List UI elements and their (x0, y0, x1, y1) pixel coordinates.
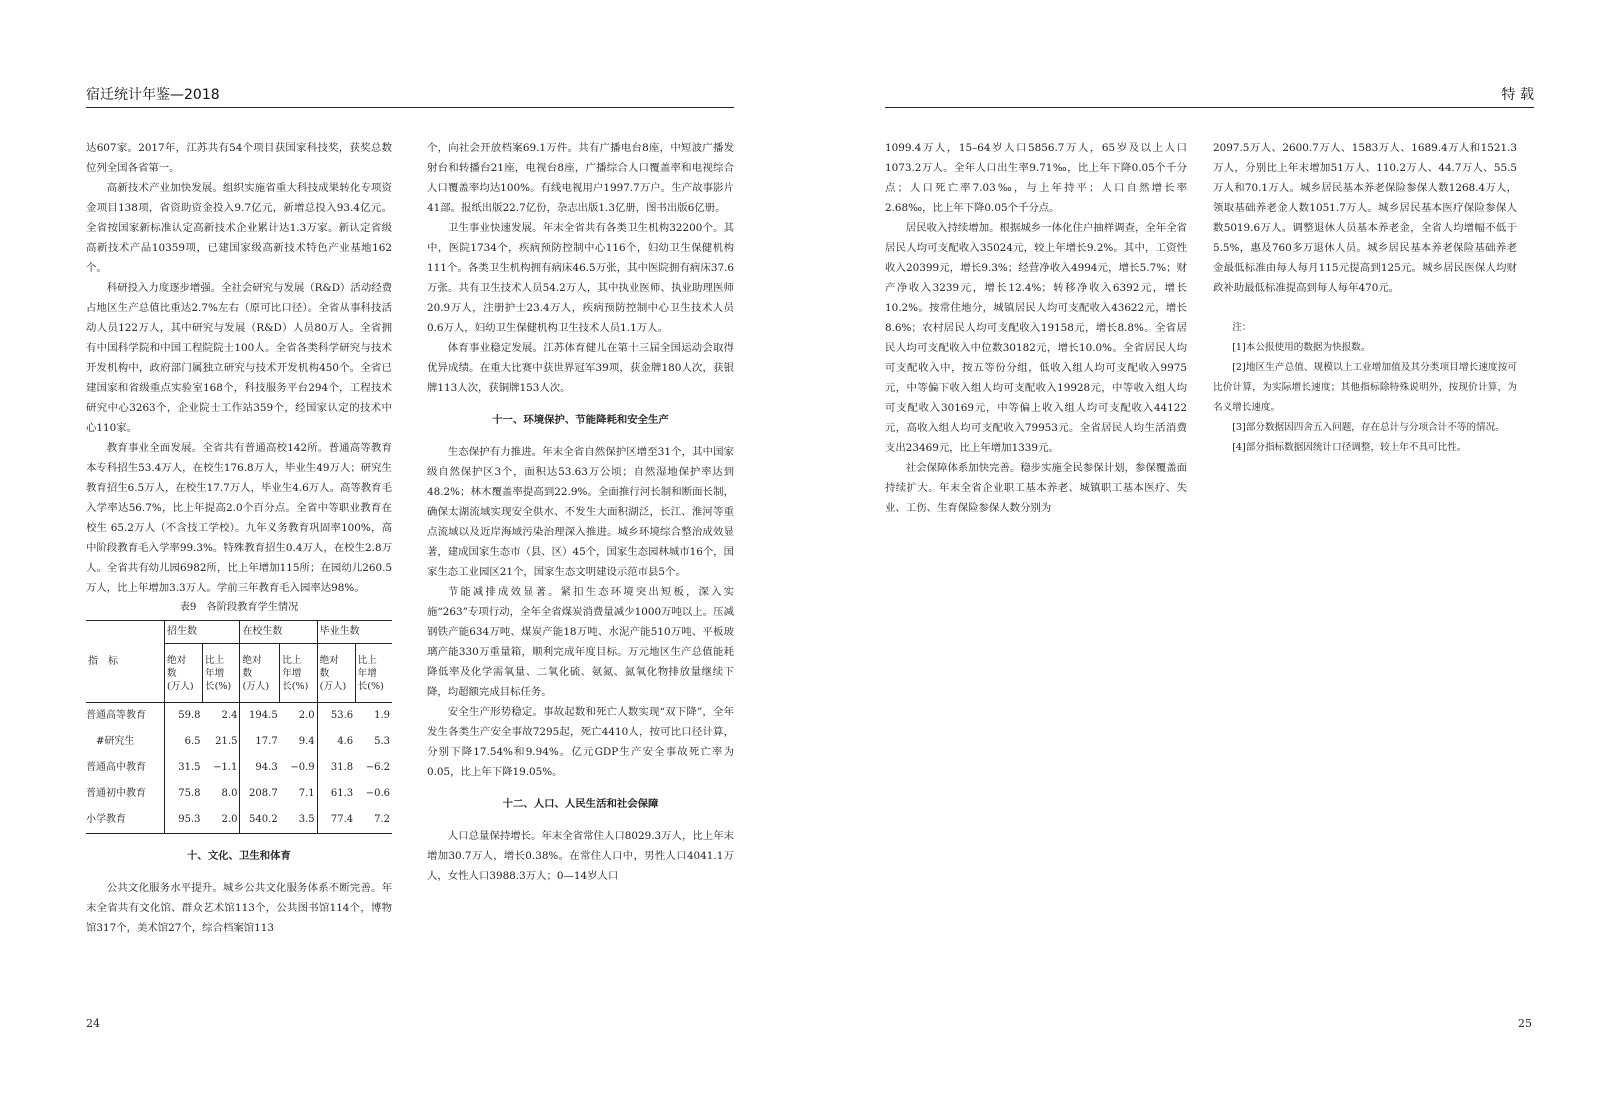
table-cell: 1.9 (374, 710, 390, 721)
table-cell: 208.7 (240, 781, 280, 807)
subheader-line: 绝对 (167, 654, 187, 666)
subheader-absolute (240, 644, 280, 703)
left-column-1 (86, 138, 392, 938)
page-number-right: 25 (1518, 1017, 1532, 1030)
subheader-line: 比上 (357, 654, 377, 666)
table-cell: 2.4 (221, 710, 238, 721)
group-header-enrollment: 招生数 (165, 621, 240, 644)
subheader-growth (355, 644, 392, 703)
table-cell: 94.3 (240, 755, 280, 781)
note-item: [4]部分指标数据因统计口径调整，较上年不具可比性。 (1232, 442, 1467, 453)
page-number-left: 24 (86, 1017, 100, 1030)
table-cell: 21.5 (215, 736, 238, 747)
subheader-line: 长(%) (205, 680, 232, 692)
subheader-absolute (317, 644, 355, 703)
paragraph: 生态保护有力推进。年末全省自然保护区增至31个，其中国家级自然保护区3个，面积达53.63万公顷；自然湿地保护率达到48.2%；林木覆盖率提高到22.9%。全面推行河长制和断面长制，确保太湖流域实现安全供水、不发生大面积湖泛，长江、淮河等重点流域以及近岸海域污染治理深入推进。城乡环境综合整治成效显著，建成国家生态市（县、区）45个，国家生态园林城市16个，国家生态工业园区21个，国家生态文明建设示范市县5个。 (427, 446, 734, 578)
subheader-line: (万人) (242, 680, 270, 692)
table-row (86, 781, 392, 807)
table-cell: 75.8 (165, 781, 203, 807)
subheader-line: (万人) (319, 680, 347, 692)
subheader-line: 年增 (357, 667, 377, 679)
subheader-absolute (165, 644, 203, 703)
paragraph: 人口总量保持增长。年末全省常住人口8029.3万人，比上年末增加30.7万人，增长0.38%。在常住人口中，男性人口4041.1万人，女性人口3988.3万人；0—14岁人口 (427, 830, 734, 882)
paragraph: 安全生产形势稳定。事故起数和死亡人数实现“双下降”，全年发生各类生产安全事故7295起，死亡4410人，按可比口径计算，分别下降17.54%和9.94%。亿元GDP生产安全事故死亡率为0.05，比上年下降19.05%。 (427, 706, 734, 778)
subheader-line: 比上 (282, 654, 302, 666)
indicator-header: 指 标 (86, 621, 165, 703)
table-cell: 3.5 (280, 807, 317, 834)
running-header-left: 宿迁统计年鉴—2018 (86, 84, 734, 108)
paragraph: 教育事业全面发展。全省共有普通高校142所。普通高等教育本专科招生53.4万人，在校生176.8万人，毕业生49万人；研究生教育招生6.5万人，在校生17.7万人，毕业生4.6万人。高等教育毛入学率达56.7%，比上年提高2.0个百分点。全省中等职业教育在校生 65.2万人（不含技工学校）。九年义务教育巩固率100%，高中阶段教育毛入学率99.3%。特殊教育招生0.4万人，在校生2.8万人。全省共有幼儿园6982所，比上年增加115所；在园幼儿260.5万人，比上年增加3.3万人。学前三年教育毛入园率达98%。 (86, 442, 392, 594)
subheader-line: 绝对 (242, 654, 262, 666)
table-cell: 61.3 (317, 781, 355, 807)
table-cell: 31.8 (317, 755, 355, 781)
subheader-line: 长(%) (282, 680, 309, 692)
table-row (86, 755, 392, 781)
table-cell: 2.0 (298, 710, 315, 721)
education-table (86, 620, 392, 834)
paragraph: 居民收入持续增加。根据城乡一体化住户抽样调查，全年全省居民人均可支配收入35024元，较上年增长9.2%。其中，工资性收入20399元，增长9.3%；经营净收入4994元，增长5.7%；财产净收入3239元，增长12.4%；转移净收入6392元，增长10.2%。按常住地分，城镇居民人均可支配收入43622元，增长8.6%；农村居民人均可支配收入19158元，增长8.8%。全省居民人均可支配收入中位数30182元，增长10.0%。全省居民人均可支配收入中，按五等份分组，低收入组人均可支配收入9975元，中等偏下收入组人均可支配收入19928元，中等收入组人均可支配收入30169元，中等偏上收入组人均可支配收入44122元，高收入组人均可支配收入79953元。全省居民人均生活消费支出23469元，比上年增加1339元。 (885, 222, 1187, 454)
table-cell: 53.6 (317, 703, 355, 730)
subheader-growth (203, 644, 240, 703)
row-label: 小学教育 (86, 807, 165, 834)
section-heading-10: 十、文化、卫生和体育 (187, 850, 291, 862)
table-row (86, 703, 392, 730)
paragraph: 科研投入力度逐步增强。全社会研究与发展（R&D）活动经费占地区生产总值比重达2.7%左右（原可比口径）。全省从事科技活动人员122万人，其中研究与发展（R&D）人员80万人。全省拥有中国科学院和中国工程院院士100人。全省各类科学研究与技术开发机构中，政府部门属独立研究与技术开发机构450个。全省已建国家和省级重点实验室168个，科技服务平台294个，工程技术研究中心3263个，企业院士工作站359个，经国家认定的技术中心110家。 (86, 282, 392, 434)
paragraph: 1099.4万人，15–64岁人口5856.7万人，65岁及以上人口1073.2万人。全年人口出生率9.71‰，比上年下降0.05个千分点；人口死亡率7.03‰，与上年持平；人口自然增长率2.68‰，比上年下降0.05个千分点。 (885, 142, 1187, 214)
subheader-line: 年增 (282, 667, 302, 679)
right-column-2 (1213, 138, 1517, 458)
section-heading-11: 十一、环境保护、节能降耗和安全生产 (492, 414, 669, 426)
subheader-line: 数 (242, 667, 253, 679)
table-cell: −0.9 (290, 762, 315, 773)
subheader-line: (万人) (167, 680, 194, 692)
table-cell: 194.5 (240, 703, 280, 730)
subheader-line: 数 (167, 667, 177, 679)
table-cell: −6.2 (365, 762, 390, 773)
table-cell: 5.3 (374, 736, 390, 747)
right-column-1 (885, 138, 1187, 518)
paragraph: 2097.5万人、2600.7万人、1583万人、1689.4万人和1521.3万人，分别比上年末增加51万人、110.2万人、44.7万人、55.5万人和70.1万人。城乡居民基本养老保险参保人数1268.4万人，领取基础养老金人数1051.7万人。城乡居民基本医疗保险参保人数5019.6万人。调整退休人员基本养老金，全省人均增幅不低于5.5%，惠及760多万退休人员。城乡居民基本养老保险基础养老金最低标准由每人每月115元提高到125元。城乡居民医保人均财政补助最低标准提高到每人每年470元。 (1213, 142, 1517, 294)
subheader-line: 长(%) (357, 680, 384, 692)
paragraph: 卫生事业快速发展。年末全省共有各类卫生机构32200个。其中，医院1734个，疾病预防控制中心116个，妇幼卫生保健机构111个。各类卫生机构拥有病床46.5万张，其中医院拥有病床37.6万张。共有卫生技术人员54.2万人，其中执业医师、执业助理医师20.9万人，注册护士23.4万人，疾病预防控制中心卫生技术人员0.6万人，妇幼卫生保健机构卫生技术人员1.1万人。 (427, 222, 734, 334)
table-cell: 7.2 (355, 807, 392, 834)
paragraph: 达607家。2017年，江苏共有54个项目获国家科技奖，获奖总数位列全国各省第一。 (86, 142, 392, 174)
subheader-line: 数 (319, 667, 330, 679)
left-column-2 (427, 138, 734, 886)
running-header-right: 特 载 (885, 84, 1534, 108)
notes (1213, 318, 1517, 458)
group-header-graduates: 毕业生数 (317, 621, 392, 644)
table-cell: 2.0 (203, 807, 240, 834)
paragraph: 体育事业稳定发展。江苏体育健儿在第十三届全国运动会取得优异成绩。在重大比赛中获世界冠军39项，获金牌180人次，获银牌113人次，获铜牌153人次。 (427, 342, 734, 394)
table-row (86, 729, 392, 755)
note-item: [1]本公报使用的数据为快报数。 (1232, 342, 1371, 353)
paragraph: 个，向社会开放档案69.1万件。共有广播电台8座，中短波广播发射台和转播台21座，电视台8座，广播综合人口覆盖率和电视综合人口覆盖率均达100%。有线电视用户1997.7万户。生产故事影片41部。报纸出版22.7亿份，杂志出版1.3亿册，图书出版6亿册。 (427, 142, 734, 214)
row-label: 普通初中教育 (86, 788, 146, 799)
group-header-in-school: 在校生数 (240, 621, 317, 644)
right-page (805, 0, 1609, 1099)
table-cell: −1.1 (213, 762, 238, 773)
table-cell: 59.8 (165, 703, 203, 730)
table-cell: 9.4 (298, 736, 315, 747)
table-row (86, 807, 392, 834)
table-cell: −0.6 (365, 788, 390, 799)
table-cell: 31.5 (165, 755, 203, 781)
paragraph: 公共文化服务水平提升。城乡公共文化服务体系不断完善。年末全省共有文化馆、群众艺术馆113个，公共图书馆114个，博物馆317个，美术馆27个，综合档案馆113 (86, 882, 392, 934)
subheader-line: 年增 (205, 667, 225, 679)
note-item: [2]地区生产总值、规模以上工业增加值及其分类项目增长速度按可比价计算，为实际增长速度；其他指标除特殊说明外，按现价计算，为名义增长速度。 (1213, 362, 1517, 413)
note-item: [3]部分数据因四舍五入问题，存在总计与分项合计不等的情况。 (1232, 422, 1505, 433)
table-cell: 8.0 (221, 788, 238, 799)
table-cell: 17.7 (240, 729, 280, 755)
row-label: 普通高中教育 (86, 762, 146, 773)
row-label: #研究生 (96, 736, 135, 747)
section-heading-12: 十二、人口、人民生活和社会保障 (502, 798, 659, 810)
table-cell: 4.6 (317, 729, 355, 755)
notes-title: 注： (1232, 322, 1252, 333)
paragraph: 节能减排成效显著。紧扣生态环境突出短板，深入实施“263”专项行动，全年全省煤炭消费量减少1000万吨以上。压减钢铁产能634万吨、煤炭产能18万吨、水泥产能510万吨、平板玻璃产能330万重量箱，顺利完成年度目标。万元地区生产总值能耗降低率及化学需氧量、二氧化硫、氨氮、氮氧化物排放量继续下降，均超额完成目标任务。 (427, 586, 734, 698)
subheader-growth (280, 644, 317, 703)
table-cell: 540.2 (240, 807, 280, 834)
table-cell: 77.4 (317, 807, 355, 834)
paragraph: 社会保障体系加快完善。稳步实施全民参保计划，参保覆盖面持续扩大。年末全省企业职工基本养老、城镇职工基本医疗、失业、工伤、生育保险参保人数分别为 (885, 462, 1187, 514)
subheader-line: 绝对 (319, 654, 339, 666)
paragraph: 高新技术产业加快发展。组织实施省重大科技成果转化专项资金项目138项，省资助资金投入9.7亿元，新增总投入93.4亿元。全省按国家新标准认定高新技术企业累计达1.3万家。新认定省级高新技术产品10359项，已建国家级高新技术特色产业基地162个。 (86, 182, 392, 274)
table-caption: 表9 各阶段教育学生情况 (179, 602, 299, 613)
table-cell: 95.3 (165, 807, 203, 834)
table-cell: 7.1 (298, 788, 315, 799)
table-cell: 6.5 (165, 729, 203, 755)
row-label: 普通高等教育 (86, 710, 146, 721)
subheader-line: 比上 (205, 654, 225, 666)
